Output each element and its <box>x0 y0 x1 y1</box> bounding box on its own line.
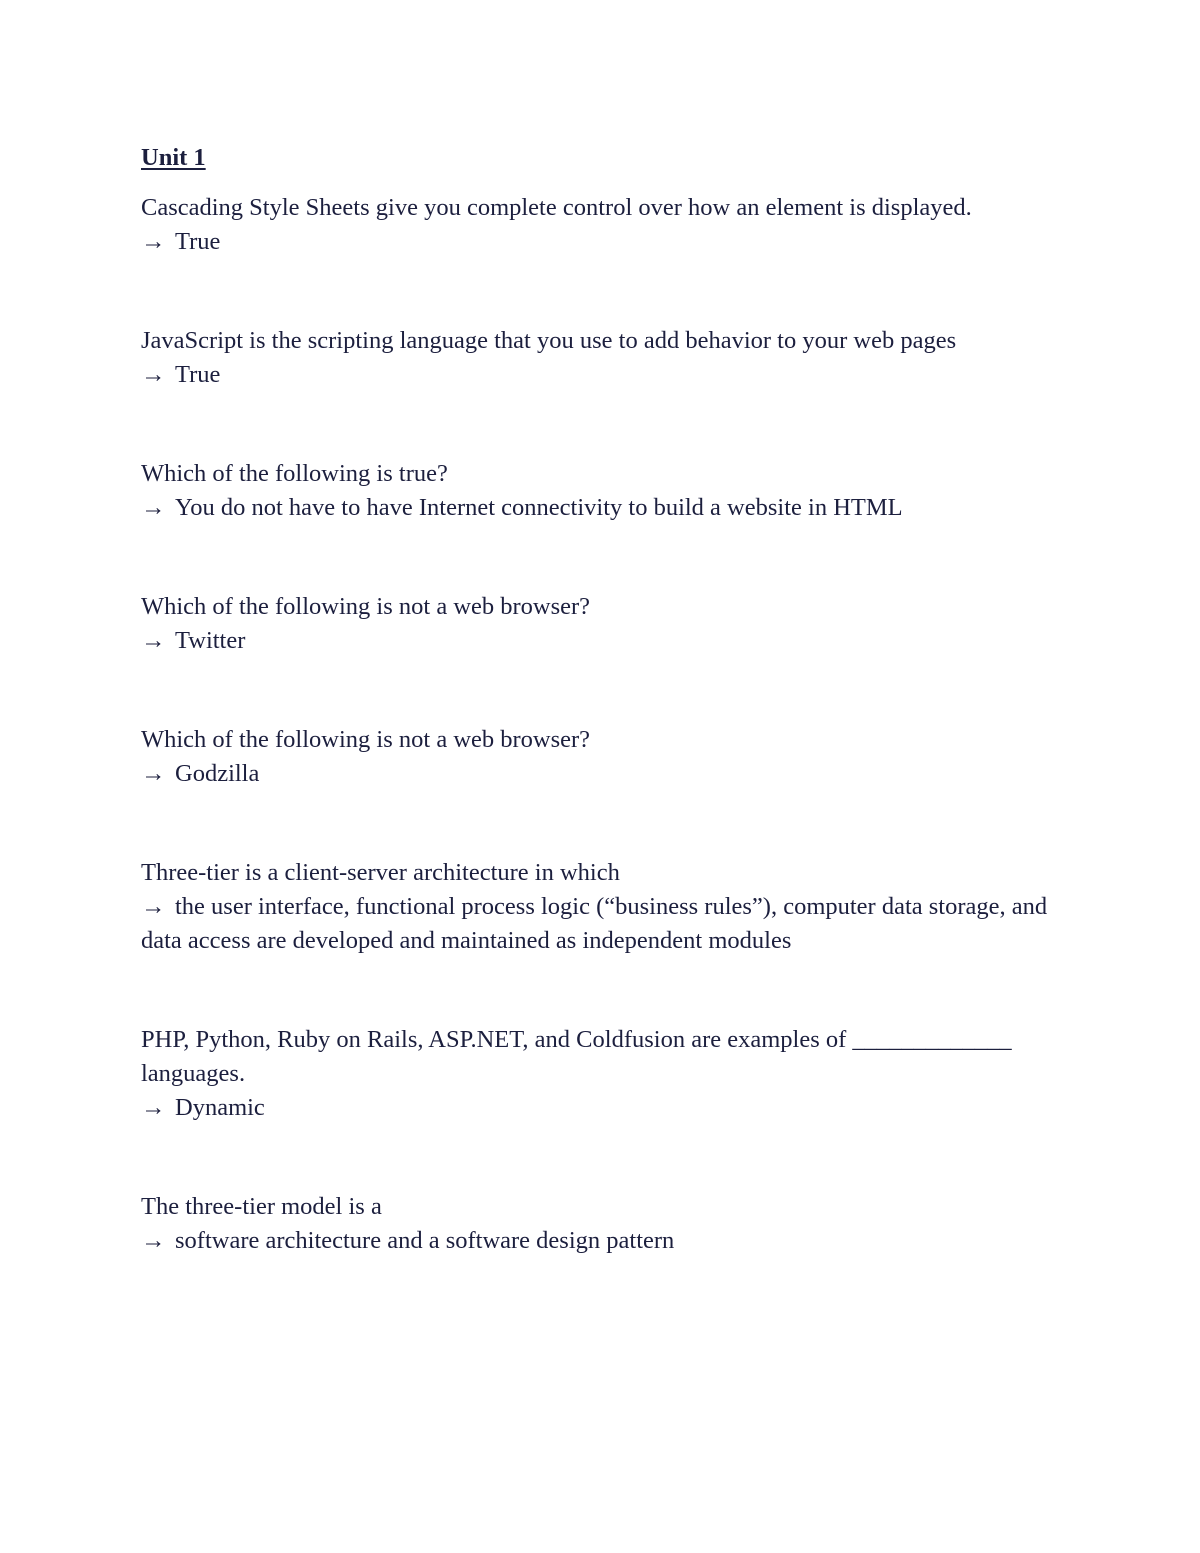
answer-text: Godzilla <box>175 760 260 787</box>
arrow-right-icon: → <box>141 494 166 521</box>
qa-item-5 <box>141 723 1071 791</box>
qa-item-6 <box>141 856 1071 958</box>
question-text: Three-tier is a client-server architecture in which <box>141 859 620 886</box>
answer-line <box>141 1091 1071 1125</box>
answer-text: software architecture and a software design pattern <box>175 1227 675 1254</box>
arrow-right-icon: → <box>141 228 166 255</box>
answer-line <box>141 491 1071 525</box>
arrow-right-icon: → <box>141 760 166 787</box>
qa-item-4 <box>141 590 1071 658</box>
qa-item-1 <box>141 191 1071 259</box>
question-text: JavaScript is the scripting language that you use to add behavior to your web pages <box>141 327 957 354</box>
qa-item-8 <box>141 1190 1071 1258</box>
question-text: PHP, Python, Ruby on Rails, ASP.NET, and Coldfusion are examples of _____________ languages. <box>141 1026 1012 1087</box>
answer-line <box>141 225 1071 259</box>
answer-text: Twitter <box>175 627 246 654</box>
unit-heading: Unit 1 <box>141 144 206 171</box>
arrow-right-icon: → <box>141 1227 166 1254</box>
question-text: Which of the following is not a web browser? <box>141 726 591 753</box>
question-text: Which of the following is not a web browser? <box>141 593 591 620</box>
arrow-right-icon: → <box>141 893 166 920</box>
answer-text: the user interface, functional process logic (“business rules”), computer data storage, and data access are developed and maintained as independent modules <box>141 893 1048 954</box>
question-text: Which of the following is true? <box>141 460 448 487</box>
answer-line <box>141 358 1071 392</box>
answer-text: You do not have to have Internet connectivity to build a website in HTML <box>175 494 903 521</box>
answer-text: Dynamic <box>175 1094 265 1121</box>
answer-text: True <box>175 228 221 255</box>
answer-line <box>141 1224 1071 1258</box>
answer-line <box>141 624 1071 658</box>
answer-line <box>141 890 1071 958</box>
arrow-right-icon: → <box>141 361 166 388</box>
qa-item-7 <box>141 1023 1071 1125</box>
qa-item-3 <box>141 457 1071 525</box>
question-text: The three-tier model is a <box>141 1193 382 1220</box>
qa-item-2 <box>141 324 1071 392</box>
arrow-right-icon: → <box>141 1094 166 1121</box>
question-text: Cascading Style Sheets give you complete control over how an element is displayed. <box>141 194 972 221</box>
document-page <box>141 140 1071 1258</box>
arrow-right-icon: → <box>141 627 166 654</box>
answer-text: True <box>175 361 221 388</box>
answer-line <box>141 757 1071 791</box>
